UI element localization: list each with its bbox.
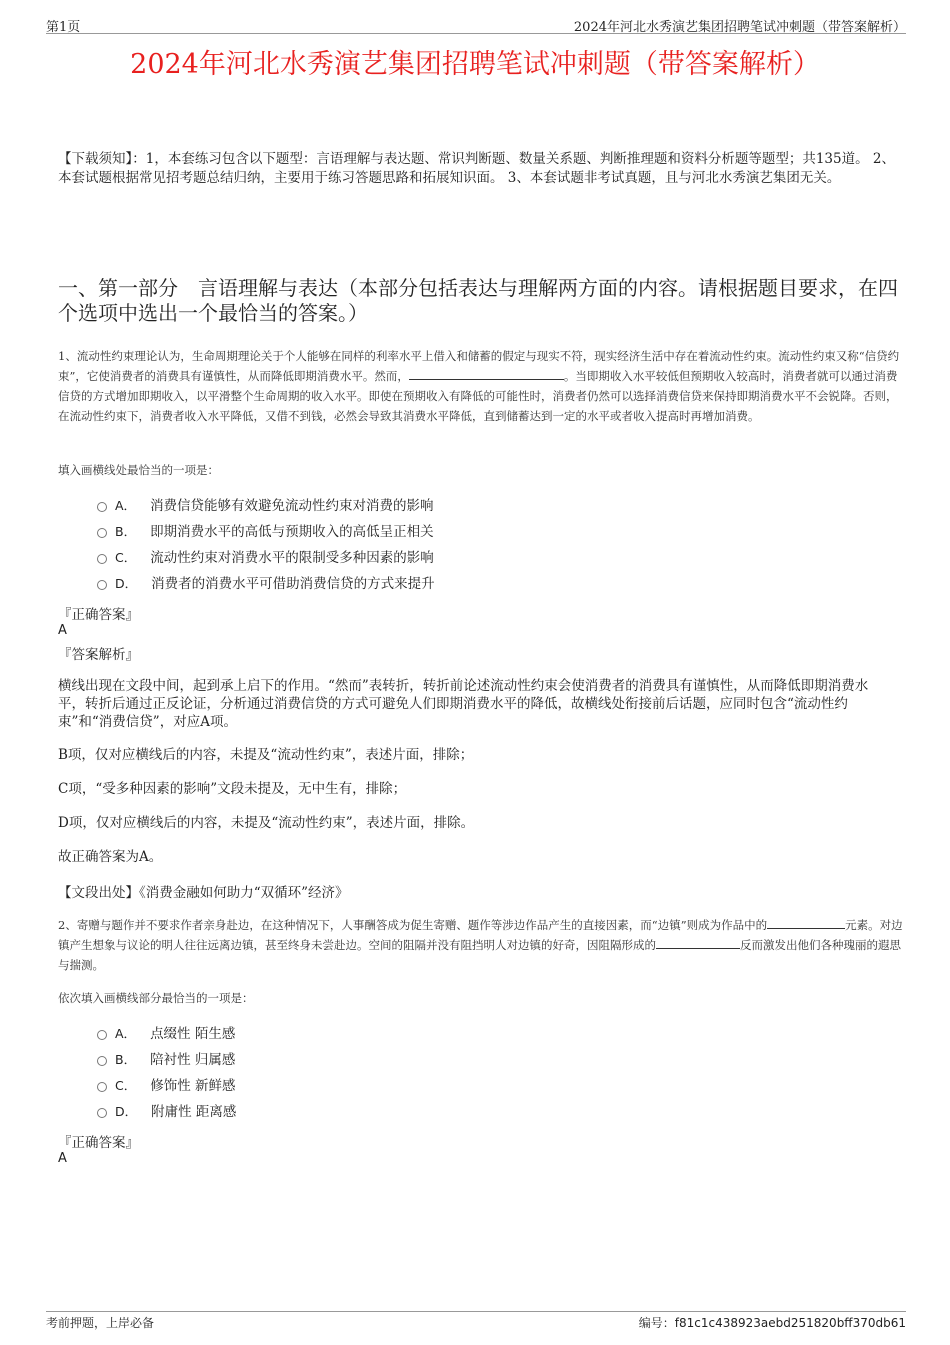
header-divider <box>46 33 906 34</box>
document-title: 2024年河北水秀演艺集团招聘笔试冲刺题（带答案解析） <box>130 49 820 80</box>
radio-icon[interactable] <box>97 554 107 564</box>
radio-icon[interactable] <box>97 502 107 512</box>
question-1-text <box>58 346 904 426</box>
question-2-option-d[interactable]: D． 附庸性 距离感 <box>97 1103 236 1121</box>
question-1-conclusion: 故正确答案为A。 <box>58 849 163 865</box>
question-2-text-part-c: 反而激发出他们各种瑰丽的遐思与揣测。 <box>58 938 901 972</box>
question-1-answer-label: 『正确答案』 <box>58 607 139 623</box>
question-2-answer: A <box>58 1151 67 1166</box>
fill-blank <box>656 936 740 949</box>
footer-document-id: 编号：f81c1c438923aebd251820bff370db61 <box>638 1316 906 1330</box>
question-1-answer: A <box>58 623 67 638</box>
radio-icon[interactable] <box>97 1030 107 1040</box>
question-1-analysis-paragraph: 横线出现在文段中间，起到承上启下的作用。“然而”表转折，转折前论述流动性约束会使消费者的消费具有谨慎性，从而降低即期消费水平，转折后通过正反论证，分析通过消费信贷的方式可避免人们即期消费水平的降低，故横线处衔接前后话题，应同时包含“流动性约束”和“消费信贷”，对应A项。 <box>58 678 869 730</box>
question-2-option-c[interactable]: C． 修饰性 新鲜感 <box>97 1077 236 1095</box>
section-heading: 一、第一部分 言语理解与表达（本部分包括表达与理解两方面的内容。请根据题目要求，在四个选项中选出一个最恰当的答案。） <box>58 276 898 325</box>
fill-blank <box>767 916 845 929</box>
question-1-source: 【文段出处】《消费金融如何助力“双循环”经济》 <box>58 885 349 901</box>
question-2-option-a[interactable]: A． 点缀性 陌生感 <box>97 1025 235 1043</box>
question-1-text-part-a: 1、流动性约束理论认为，生命周期理论关于个人能够在同样的利率水平上借入和储蓄的假定与现实不符，现实经济生活中存在着流动性约束。流动性约束又称“信贷约束”，它使消费者的消费具有谨慎性，从而降低即期消费水平。然而， <box>58 349 900 383</box>
question-1-analysis-label: 『答案解析』 <box>58 647 139 663</box>
radio-icon[interactable] <box>97 1108 107 1118</box>
radio-icon[interactable] <box>97 528 107 538</box>
question-2-text-part-a: 2、寄赠与题作并不要求作者亲身赴边，在这种情况下，人事酬答成为促生寄赠、题作等涉边作品产生的直接因素，而“边镇”则成为作品中的 <box>58 918 768 932</box>
question-2-text-part-b: 元素。对边镇产生想象与议论的明人往往远离边镇，甚至终身未尝赴边。空间的阻隔并没有阻挡明人对边镇的好奇，因阻隔形成的 <box>58 918 903 952</box>
footer-divider <box>46 1311 906 1312</box>
question-1-text-part-b: 。当即期收入水平较低但预期收入较高时，消费者就可以通过消费信贷的方式增加即期收入，以平滑整个生命周期的收入水平。即使在预期收入有降低的可能性时，消费者仍然可以选择消费信贷来保持即期消费水平不会锐降。否则，在流动性约束下，消费者收入水平降低，又借不到钱，必然会导致其消费水平降低，直到储蓄达到一定的水平或者收入提高时再增加消费。 <box>58 369 898 423</box>
download-notice: 【下载须知】：1，本套练习包含以下题型：言语理解与表达题、常识判断题、数量关系题、判断推理题和资料分析题等题型；共135道。 2、本套试题根据常见招考题总结归纳，主要用于练习答题思路和拓展知识面。 3、本套试题非考试真题，且与河北水秀演艺集团无关。 <box>58 151 895 186</box>
footer-slogan: 考前押题，上岸必备 <box>46 1316 155 1330</box>
page-number: 第1页 <box>46 20 81 35</box>
radio-icon[interactable] <box>97 1082 107 1092</box>
running-header-title: 2024年河北水秀演艺集团招聘笔试冲刺题（带答案解析） <box>573 20 906 35</box>
question-1-prompt: 填入画横线处最恰当的一项是： <box>58 463 219 477</box>
question-1-option-d[interactable]: D． 消费者的消费水平可借助消费信贷的方式来提升 <box>97 575 435 593</box>
radio-icon[interactable] <box>97 1056 107 1066</box>
question-1-analysis-c: C项，“受多种因素的影响”文段未提及，无中生有，排除； <box>58 781 407 797</box>
question-2-text <box>58 915 904 975</box>
question-1-option-b[interactable]: B． 即期消费水平的高低与预期收入的高低呈正相关 <box>97 523 434 541</box>
question-2-answer-label: 『正确答案』 <box>58 1135 139 1151</box>
question-1-analysis-b: B项，仅对应横线后的内容，未提及“流动性约束”，表述片面，排除； <box>58 747 474 763</box>
question-1-option-c[interactable]: C． 流动性约束对消费水平的限制受多种因素的影响 <box>97 549 434 567</box>
question-2-option-b[interactable]: B． 陪衬性 归属感 <box>97 1051 235 1069</box>
radio-icon[interactable] <box>97 580 107 590</box>
question-1-option-a[interactable]: A． 消费信贷能够有效避免流动性约束对消费的影响 <box>97 497 434 515</box>
question-1-analysis-d: D项，仅对应横线后的内容，未提及“流动性约束”，表述片面，排除。 <box>58 815 475 831</box>
fill-blank <box>409 367 564 380</box>
question-2-prompt: 依次填入画横线部分最恰当的一项是： <box>58 991 254 1005</box>
